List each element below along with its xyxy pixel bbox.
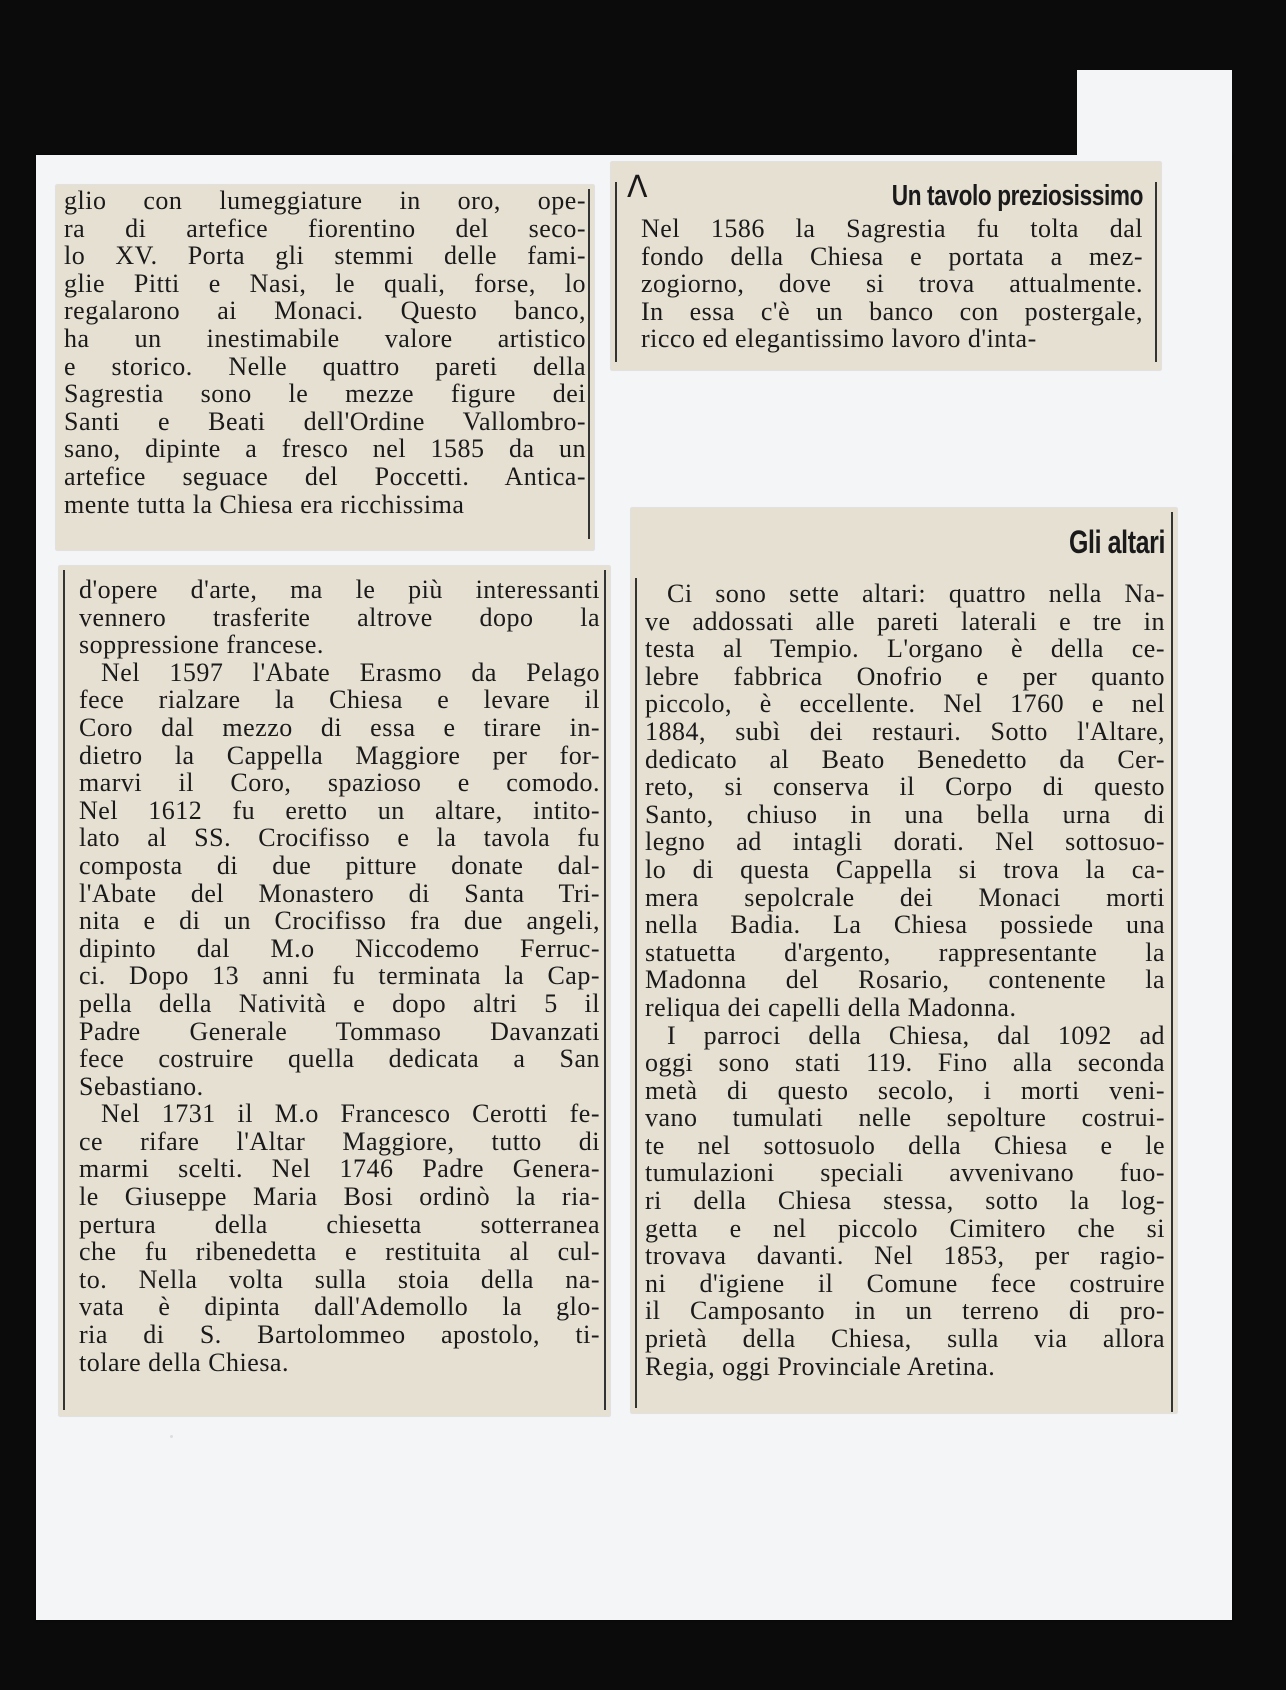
clipping-bottom-right: [631, 508, 1177, 1413]
text-line: lebre fabbrica Onofrio e per quanto: [645, 661, 1165, 691]
text-line: fece costruire quella dedicata a San: [79, 1044, 600, 1074]
text-line: prietà della Chiesa, sulla via allora: [645, 1324, 1165, 1354]
text-line: Sebastiano.: [79, 1071, 204, 1101]
clipping-top-right: [611, 162, 1161, 370]
text-line: tolare della Chiesa.: [79, 1347, 289, 1377]
text-line: te nel sottosuolo della Chiesa e le: [645, 1130, 1165, 1160]
text-line: piccolo, è eccellente. Nel 1760 e nel: [645, 689, 1165, 719]
text-line: dietro la Cappella Maggiore per for-: [79, 740, 600, 770]
text-line: 1884, subì dei restauri. Sotto l'Altare,: [645, 716, 1165, 746]
column-rule: [1171, 512, 1173, 1412]
text-line: legno ad intagli dorati. Nel sottosuo-: [645, 827, 1165, 857]
column-rule: [588, 189, 590, 539]
text-line: ha un inestimabile valore artistico: [64, 323, 586, 353]
text-line: trovava davanti. Nel 1853, per ragio-: [645, 1241, 1165, 1271]
text-line: soppressione francese.: [79, 630, 324, 660]
text-line: mera sepolcrale dei Monaci morti: [645, 882, 1165, 912]
text-line: ce rifare l'Altar Maggiore, tutto di: [79, 1126, 600, 1156]
text-line: Santi e Beati dell'Ordine Vallombro-: [64, 406, 586, 436]
text-line: Madonna del Rosario, contenente la: [645, 965, 1165, 995]
text-line: fondo della Chiesa e portata a mez-: [641, 241, 1143, 271]
column-rule: [615, 182, 617, 362]
text-line: glio con lumeggiature in oro, ope-: [64, 186, 586, 215]
text-line: e storico. Nelle quattro pareti della: [64, 351, 586, 381]
text-line: artefice seguace del Poccetti. Antica-: [64, 461, 586, 491]
column-rule: [604, 570, 606, 1410]
text-line: vata è dipinta dall'Ademollo la glo-: [79, 1292, 600, 1322]
clipping-text: [623, 215, 1143, 353]
text-line: composta di due pitture donate dal-: [79, 850, 600, 880]
text-line: Ci sono sette altari: quattro nella Na-: [667, 579, 1165, 608]
clipping-text: [645, 568, 1165, 1380]
text-line: vennero trasferite altrove dopo la: [79, 602, 600, 632]
text-line: reliqua dei capelli della Madonna.: [645, 992, 1017, 1022]
text-line: Sagrestia sono le mezze figure dei: [64, 379, 586, 409]
text-line: Santo, chiuso in una bella urna di: [645, 799, 1165, 829]
column-rule: [1155, 182, 1157, 362]
text-line: le Giuseppe Maria Bosi ordinò la ria-: [79, 1182, 600, 1212]
text-line: oggi sono stati 119. Fino alla seconda: [645, 1048, 1165, 1078]
text-line: metà di questo secolo, i morti veni-: [645, 1075, 1165, 1105]
text-line: glie Pitti e Nasi, le quali, forse, lo: [64, 268, 586, 298]
text-line: dedicato al Beato Benedetto da Cer-: [645, 744, 1165, 774]
text-line: to. Nella volta sulla stoia della na-: [79, 1264, 600, 1294]
paper-speck: [170, 1435, 173, 1438]
text-line: nita e di un Crocifisso fra due angeli,: [79, 906, 600, 936]
article-heading: Gli altari: [1069, 524, 1165, 560]
paper-sheet-tab: [1077, 70, 1232, 170]
text-line: zogiorno, dove si trova attualmente.: [641, 269, 1143, 299]
text-line: che fu ribenedetta e restituita al cul-: [79, 1237, 600, 1267]
text-line: dipinto dal M.o Niccodemo Ferruc-: [79, 933, 600, 963]
text-line: ra di artefice fiorentino del seco-: [64, 213, 586, 243]
text-line: I parroci della Chiesa, dal 1092 ad: [667, 1020, 1165, 1050]
text-line: Regia, oggi Provinciale Aretina.: [645, 1351, 996, 1381]
text-line: getta e nel piccolo Cimitero che si: [645, 1213, 1165, 1243]
text-line: marvi il Coro, spazioso e comodo.: [79, 768, 600, 798]
text-line: Nel 1731 il M.o Francesco Cerotti fe-: [101, 1099, 600, 1129]
text-line: lo XV. Porta gli stemmi delle fami-: [64, 241, 586, 271]
text-line: ve addossati alle pareti laterali e tre in: [645, 606, 1165, 636]
text-line: In essa c'è un banco con postergale,: [641, 296, 1143, 326]
text-line: ri della Chiesa stessa, sotto la log-: [645, 1186, 1165, 1216]
text-line: vano tumulati nelle sepolture costrui-: [645, 1103, 1165, 1133]
clipping-text: [64, 187, 586, 518]
text-line: Coro dal mezzo di essa e tirare in-: [79, 712, 600, 742]
text-line: lo di questa Cappella si trova la ca-: [645, 854, 1165, 884]
text-line: statuetta d'argento, rappresentante la: [645, 937, 1165, 967]
text-line: regalarono ai Monaci. Questo banco,: [64, 296, 586, 326]
clipping-top-left: [56, 185, 594, 550]
text-line: testa al Tempio. L'organo è della ce-: [645, 634, 1165, 664]
text-line: tumulazioni speciali avvenivano fuo-: [645, 1158, 1165, 1188]
text-line: lato al SS. Crocifisso e la tavola fu: [79, 823, 600, 853]
text-line: l'Abate del Monastero di Santa Tri-: [79, 878, 600, 908]
text-line: Nel 1586 la Sagrestia fu tolta dal: [641, 214, 1143, 243]
handwritten-marker: Λ: [627, 170, 649, 205]
text-line: mente tutta la Chiesa era ricchissima: [64, 489, 465, 519]
text-line: pertura della chiesetta sotterranea: [79, 1209, 600, 1239]
text-line: ci. Dopo 13 anni fu terminata la Cap-: [79, 961, 600, 991]
text-line: ria di S. Bartolommeo apostolo, ti-: [79, 1320, 600, 1350]
clipping-text: [79, 576, 600, 1376]
text-line: ni d'igiene il Comune fece costruire: [645, 1268, 1165, 1298]
clipping-bottom-left: [59, 566, 610, 1416]
text-line: ricco ed elegantissimo lavoro d'inta-: [641, 324, 1037, 354]
text-line: reto, si conserva il Corpo di questo: [645, 772, 1165, 802]
text-line: fece rialzare la Chiesa e levare il: [79, 685, 600, 715]
column-rule: [63, 570, 65, 1410]
text-line: pella della Natività e dopo altri 5 il: [79, 988, 600, 1018]
text-line: marmi scelti. Nel 1746 Padre Genera-: [79, 1154, 600, 1184]
text-line: d'opere d'arte, ma le più interessanti: [79, 575, 600, 604]
text-line: Padre Generale Tommaso Davanzati: [79, 1016, 600, 1046]
text-line: nella Badia. La Chiesa possiede una: [645, 910, 1165, 940]
text-line: sano, dipinte a fresco nel 1585 da un: [64, 434, 586, 464]
article-heading: Un tavolo preziosissimo: [891, 180, 1143, 212]
text-line: Nel 1612 fu eretto un altare, intito-: [79, 795, 600, 825]
column-rule: [635, 578, 637, 1408]
text-line: il Camposanto in un terreno di pro-: [645, 1296, 1165, 1326]
text-line: Nel 1597 l'Abate Erasmo da Pelago: [101, 657, 600, 687]
